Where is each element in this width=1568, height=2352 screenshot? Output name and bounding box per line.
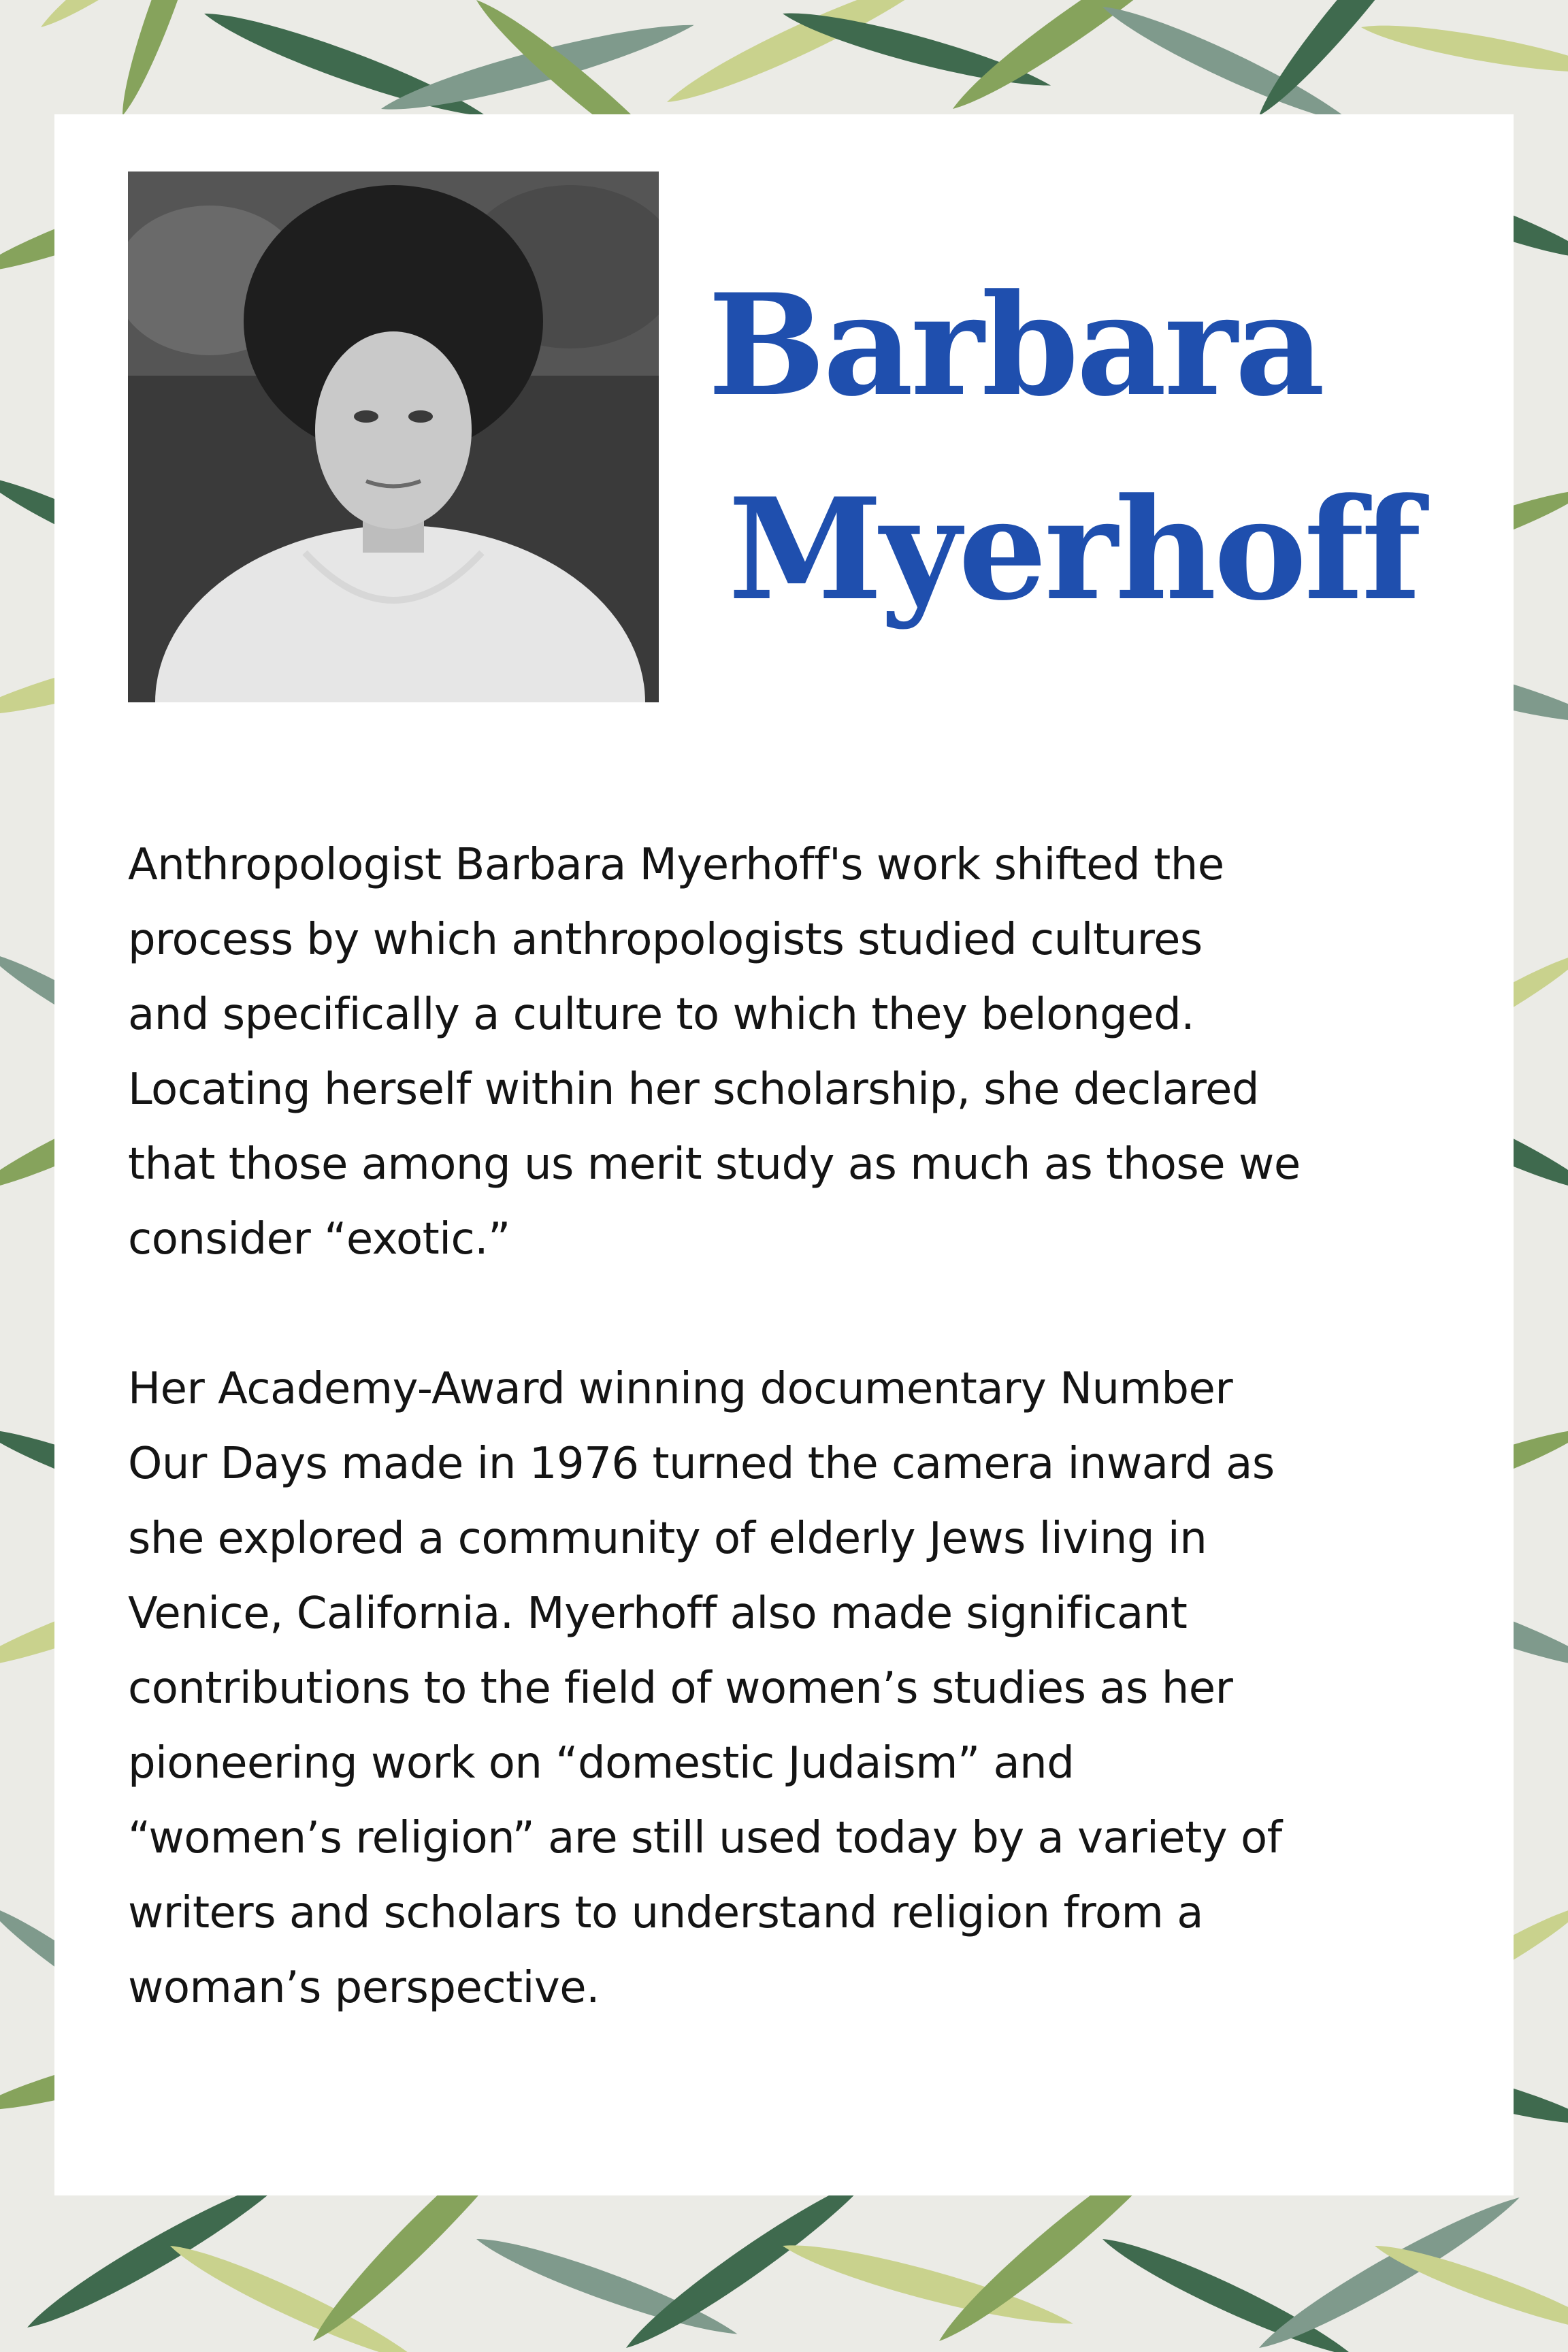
biography-text (128, 828, 1489, 2100)
portrait-photo (128, 172, 659, 702)
page-title (708, 244, 1470, 652)
title-last-name: Myerhoff (728, 468, 1419, 632)
portrait-photo-icon (128, 172, 659, 702)
biography-paragraph-2: Her Academy-Award winning documentary Number Our Days made in 1976 turned the camera inward as she explored a community of elderly Jews living in Venice, California. Myerhoff also made significant contributions to the field of women’s studies as her pioneering work on “domestic Judaism” and “women’s religion” are still used today by a variety of writers and scholars to understand religion from a woman’s perspective. (128, 1364, 1282, 2013)
profile-card (54, 114, 1514, 2195)
title-first-name: Barbara (708, 264, 1323, 427)
biography-paragraph-1: Anthropologist Barbara Myerhoff's work shifted the process by which anthropologists studied cultures and specifically a culture to which they belonged. Locating herself within her scholarship, she declared that those among us merit study as much as those we consider “exotic.” (128, 840, 1301, 1264)
